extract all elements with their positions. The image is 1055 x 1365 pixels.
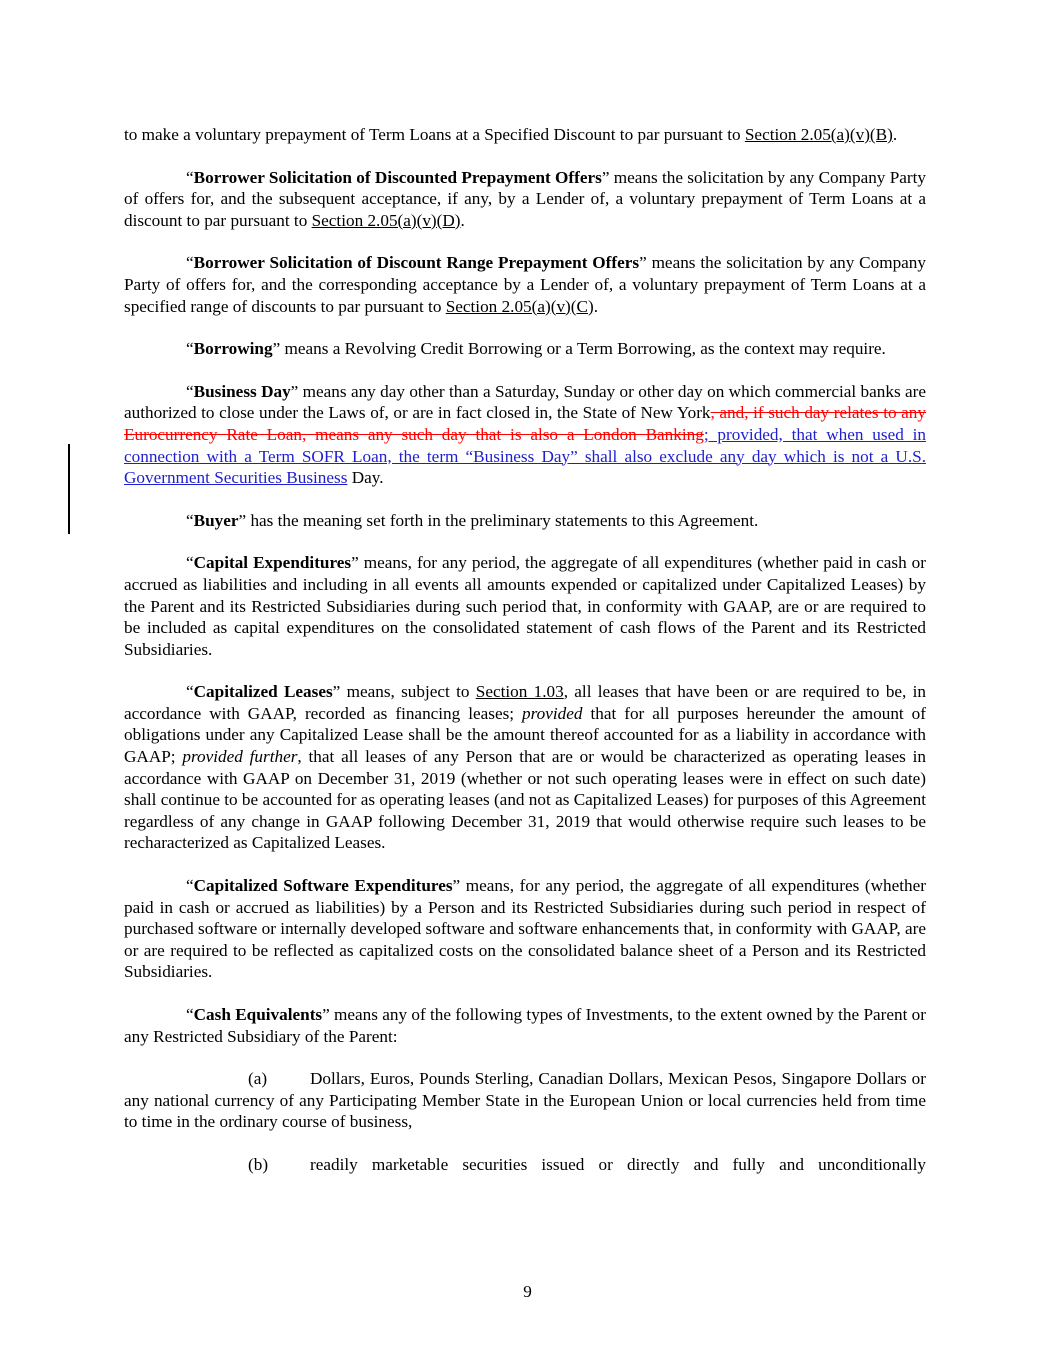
section-reference-link[interactable]: Section 2.05(a)(v)(D)	[311, 210, 461, 230]
definition-borrower-solicitation-discounted: “Borrower Solicitation of Discounted Prepayment Offers” means the solicitation by any Company Party of offers for, and the subsequent acceptance, if any, by a Lender of, a voluntary prepayment of Term Loans at a discount to par pursuant to Section 2.05(a)(v)(D).	[124, 167, 926, 230]
defined-term: Buyer	[193, 510, 239, 530]
definition-capital-expenditures: “Capital Expenditures” means, for any period, the aggregate of all expenditures (whether paid in cash or accrued as liabilities and including in all events all amounts expended or capitalized under Capitalized Leases) by the Parent and its Restricted Subsidiaries during such period that, in conformity with GAAP, are or are required to be included as capital expenditures on the consolidated statement of cash flows of the Parent and its Restricted Subsidiaries.	[124, 553, 926, 659]
section-reference-link[interactable]: Section 2.05(a)(v)(C)	[445, 296, 594, 316]
tracked-insertion: ; provided, that when used in connection with a Term SOFR Loan, the term “Business Day” shall also exclude any day which is not a U.S. Government Securities Business	[124, 424, 926, 488]
definition-buyer: “Buyer” has the meaning set forth in the preliminary statements to this Agreement.	[186, 510, 759, 530]
defined-term: Cash Equivalents	[193, 1005, 323, 1024]
defined-term: Capitalized Software Expenditures	[193, 876, 453, 896]
clause-a: (a) Dollars, Euros, Pounds Sterling, Canadian Dollars, Mexican Pesos, Singapore Dollars or any national currency of any Participating Member State in the European Union or local currencies held from time to time in the ordinary course of business,	[124, 1069, 926, 1132]
clause-number: (b)	[248, 1154, 269, 1174]
defined-term: Borrowing	[193, 339, 273, 359]
revision-change-bar	[68, 444, 70, 534]
paragraph-continuation: to make a voluntary prepayment of Term Loans at a Specified Discount to par pursuant to Section 2.05(a)(v)(B).	[124, 125, 898, 144]
definition-cash-equivalents: “Cash Equivalents” means any of the following types of Investments, to the extent owned by the Parent or any Restricted Subsidiary of the Parent:	[124, 1005, 926, 1046]
section-reference-link[interactable]: Section 2.05(a)(v)(B)	[744, 125, 893, 144]
definition-capitalized-software-expenditures: “Capitalized Software Expenditures” means, for any period, the aggregate of all expenditures (whether paid in cash or accrued as liabilities) by a Person and its Restricted Subsidiaries during such period in respect of purchased software or internally developed software and software enhancements that, in conformity with GAAP, are or are required to be reflected as capitalized costs on the consolidated balance sheet of a Person and its Restricted Subsidiaries.	[124, 876, 926, 982]
defined-term: Capital Expenditures	[193, 553, 352, 573]
definition-borrower-solicitation-range: “Borrower Solicitation of Discount Range Prepayment Offers” means the solicitation by any Company Party of offers for, and the corresponding acceptance by a Lender of, a voluntary prepayment of Term Loans at a specified range of discounts to par pursuant to Section 2.05(a)(v)(C).	[124, 253, 926, 316]
definition-borrowing: “Borrowing” means a Revolving Credit Borrowing or a Term Borrowing, as the context may require.	[186, 339, 886, 359]
section-reference-link[interactable]: Section 1.03	[475, 682, 564, 702]
definition-capitalized-leases: “Capitalized Leases” means, subject to Section 1.03, all leases that have been or are required to be, in accordance with GAAP, recorded as financing leases; provided that for all purposes hereunder the amount of obligations under any Capitalized Lease shall be the amount thereof accounted for as a liability in accordance with GAAP; provided further, that all leases of any Person that are or would be characterized as operating leases in accordance with GAAP on December 31, 2019 (whether or not such operating leases were in effect on such date) shall continue to be accounted for as operating leases (and not as Capitalized Leases) for purposes of this Agreement regardless of any change in GAAP following December 31, 2019 that would otherwise require such leases to be recharacterized as Capitalized Leases.	[124, 682, 927, 853]
document-page	[124, 124, 926, 1197]
defined-term: Business Day	[193, 381, 291, 401]
defined-term: Borrower Solicitation of Discount Range Prepayment Offers	[193, 253, 640, 273]
clause-b: (b) readily marketable securities issued or directly and fully and unconditionally	[248, 1154, 926, 1174]
defined-term: Borrower Solicitation of Discounted Prepayment Offers	[193, 167, 602, 187]
clause-number: (a)	[248, 1069, 268, 1089]
definition-business-day: “Business Day” means any day other than a Saturday, Sunday or other day on which commercial banks are authorized to close under the Laws of, or are in fact closed in, the State of New York, and, if such day relates to any Eurocurrency Rate Loan, means any such day that is also a London Banking; provided, that when used in connection with a Term SOFR Loan, the term “Business Day” shall also exclude any day which is not a U.S. Government Securities Business Day.	[124, 381, 926, 488]
tracked-deletion: , and, if such day relates to any Eurocurrency Rate Loan, means any such day that is also a London Banking	[124, 403, 926, 444]
defined-term: Capitalized Leases	[193, 682, 333, 702]
page-number: 9	[523, 1282, 532, 1301]
